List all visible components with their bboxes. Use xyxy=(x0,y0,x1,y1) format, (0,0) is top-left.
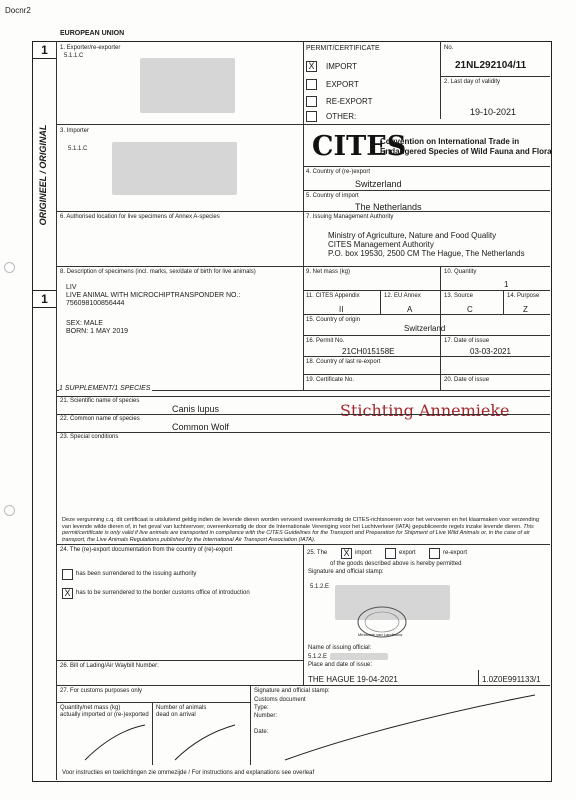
disclaimer-nl: Deze vergunning c.q. dit certificaat is uitsluitend geldig indien de levende dieren worden vervoerd overeenkomstig de CITES-richtsnoeren voor het vervoeren en het klaarmaken voor verzending van levende wilde dieren of, in het geval van luchtvervoer, overeenkomstig de door de Internationale Vereniging voor het Luchtverkeer (IATA) gepubliceerde regels inzake levende dieren. xyxy=(62,517,539,530)
place-date-label: Place and date of issue: xyxy=(308,662,373,668)
exporter-label: 1. Exporter/re-exporter xyxy=(60,45,121,51)
box25-import-checkbox[interactable]: X xyxy=(341,548,352,559)
box25-permitted-text: of the goods described above is hereby permitted xyxy=(330,561,462,567)
origin-country-label: 15. Country of origin xyxy=(306,317,361,323)
issuing-official-label: Name of issuing official: xyxy=(308,645,372,651)
microchip-number: 756098100856444 xyxy=(66,300,125,307)
instructions-footer: Voor instructies en toelichtingen zie ommezijde / For instructions and explanations see overleaf xyxy=(62,770,315,776)
stamp-text: Ministerie van Landbouw xyxy=(358,632,403,637)
source-label: 13. Source xyxy=(444,293,474,299)
union-heading: EUROPEAN UNION xyxy=(60,30,125,37)
date-issue-label: 17. Date of issue xyxy=(444,338,490,344)
box25-export-checkbox[interactable] xyxy=(385,548,396,559)
cites-appendix-value: II xyxy=(339,305,344,314)
disclaimer-en: This permit/certificate is only valid if live animals are transported in compliance with the CITES Guidelines for the Transport and Preparation for Shipment of Live Wild Animals or, in the case of air transport, the Live Animals Regulations published by the International Air Transport Association (IATA). xyxy=(62,523,534,543)
surrendered-issuing-label: has been surrendered to the issuing authority xyxy=(76,571,197,577)
box25-export-label: export xyxy=(399,550,416,556)
last-reexport-label: 18. Country of last re-export xyxy=(306,359,381,365)
date-issue-value: 03-03-2021 xyxy=(470,347,511,356)
authority-line2: CITES Management Authority xyxy=(328,240,434,249)
special-conditions-label: 23. Special conditions xyxy=(60,434,119,440)
common-name-value: Common Wolf xyxy=(172,422,229,432)
authorised-location-label: 6. Authorised location for live specimens of Annex A-species xyxy=(60,214,220,220)
export-checkbox[interactable] xyxy=(306,79,317,90)
box25-label: 25. The xyxy=(307,550,328,556)
reference-number: 1.0Z0E991133/1 xyxy=(482,675,541,684)
strike-line xyxy=(170,720,240,765)
purpose-label: 14. Purpose xyxy=(507,293,540,299)
description-text xyxy=(66,284,240,336)
document-number-label: Docnr2 xyxy=(5,6,31,15)
customs-type-label: Type: xyxy=(254,705,269,711)
scientific-name-value: Canis lupus xyxy=(172,404,220,414)
quantity-label: 10. Quantity xyxy=(444,269,477,275)
quantity-imported-line2: actually imported or (re-)exported xyxy=(60,712,149,718)
permit-label: PERMIT/CERTIFICATE xyxy=(306,45,380,52)
transport-disclaimer xyxy=(62,517,546,543)
description-line1: LIV xyxy=(66,284,77,291)
eu-annex-label: 12. EU Annex xyxy=(384,293,421,299)
permit-number: 21NL292104/11 xyxy=(455,60,527,71)
box25-reexport-label: re-export xyxy=(443,550,468,556)
importer-code: 5.1.1.C xyxy=(68,146,88,152)
redacted-importer xyxy=(112,142,237,195)
cites-title xyxy=(380,137,552,157)
cites-title-line2: Endangered Species of Wild Fauna and Flora xyxy=(380,147,552,156)
copy-number: 1 xyxy=(33,42,56,59)
box25-import-label: import xyxy=(355,550,372,556)
surrender-border-checkbox[interactable]: X xyxy=(62,588,73,599)
importer-label: 3. Importer xyxy=(60,128,90,134)
surrender-border-label: has to be surrendered to the border customs office of introduction xyxy=(76,590,250,596)
copy-number-lower: 1 xyxy=(33,290,56,308)
last-day-label: 2. Last day of validity xyxy=(444,79,501,85)
common-name-label: 22. Common name of species xyxy=(60,416,140,422)
description-label: 8. Description of specimens (incl. marks, sex/date of birth for live animals) xyxy=(60,269,256,275)
cites-logo xyxy=(310,129,407,163)
purpose-value: Z xyxy=(523,305,528,314)
box25-signature-label: Signature and official stamp: xyxy=(308,569,384,575)
dead-on-arrival-label xyxy=(156,705,206,719)
customs-signature-label: Signature and official stamp: xyxy=(254,688,330,694)
import-country-value: The Netherlands xyxy=(355,202,422,212)
punch-hole xyxy=(4,505,15,516)
net-mass-label: 9. Net mass (kg) xyxy=(306,269,351,275)
last-day-value: 19-10-2021 xyxy=(470,107,517,117)
place-date-value: THE HAGUE 19-04-2021 xyxy=(308,675,398,684)
exporter-code: 5.1.1.C xyxy=(64,53,84,59)
customs-document-label: Customs document xyxy=(254,697,306,703)
bill-of-lading-label: 26. Bill of Lading/Air Waybill Number: xyxy=(60,663,159,669)
supplement-label: 1 SUPPLEMENT/1 SPECIES xyxy=(59,385,151,392)
certificate-no-label: 19. Certificate No. xyxy=(306,377,355,383)
birth-date-value: BORN: 1 MAY 2019 xyxy=(66,328,128,335)
cites-appendix-label: 11. CITES Appendix xyxy=(306,293,360,299)
other-checkbox[interactable] xyxy=(306,111,317,122)
scientific-name-label: 21. Scientific name of species xyxy=(60,398,140,404)
sex-value: SEX: MALE xyxy=(66,320,103,327)
dead-on-arrival-line1: Number of animals xyxy=(156,705,207,711)
origin-country-value: Switzerland xyxy=(404,324,446,333)
customs-number-label: Number: xyxy=(254,713,278,719)
watermark-text: Stichting Annemieke xyxy=(340,401,510,420)
authority-line3: P.O. box 19530, 2500 CM The Hague, The Netherlands xyxy=(328,249,525,258)
box25-reexport-checkbox[interactable] xyxy=(429,548,440,559)
punch-hole xyxy=(4,262,15,273)
export-country-value: Switzerland xyxy=(355,179,402,189)
quantity-imported-label xyxy=(60,705,149,719)
permit-no-label: 16. Permit No. xyxy=(306,338,345,344)
permit-no-value: 21CH015158E xyxy=(342,347,395,356)
issuing-official-code: 5.1.2.E xyxy=(308,654,328,660)
quantity-value: 1 xyxy=(504,280,509,289)
description-line2: LIVE ANIMAL WITH MICROCHIPTRANSPONDER NO.: xyxy=(66,292,241,299)
strike-line xyxy=(80,720,150,765)
export-option-label: EXPORT xyxy=(326,80,359,89)
reexport-option-label: RE-EXPORT xyxy=(326,97,373,106)
customs-date-label: Date: xyxy=(254,729,269,735)
issuing-authority-address xyxy=(328,231,525,258)
dead-on-arrival-line2: dead on arrival xyxy=(156,712,196,718)
original-side-label: ORIGINEEL / ORIGINAL xyxy=(38,124,48,226)
import-checkbox[interactable]: X xyxy=(306,61,317,72)
surrendered-issuing-checkbox[interactable] xyxy=(62,569,73,580)
other-option-label: OTHER: xyxy=(326,112,357,121)
reexport-checkbox[interactable] xyxy=(306,96,317,107)
eu-annex-value: A xyxy=(407,305,413,314)
export-country-label: 4. Country of (re-)export xyxy=(306,169,371,175)
reexport-doc-label: 24. The (re)-export documentation from the country of (re)-export xyxy=(60,547,233,553)
customs-purposes-label: 27. For customs purposes only xyxy=(60,688,143,694)
quantity-imported-line1: Quantity/net mass (kg) xyxy=(60,705,121,711)
strike-line xyxy=(280,690,540,765)
import-option-label: IMPORT xyxy=(326,62,357,71)
date-issue-2-label: 20. Date of issue xyxy=(444,377,490,383)
redacted-official-name xyxy=(330,653,388,660)
no-label: No. xyxy=(444,45,454,51)
authority-line1: Ministry of Agriculture, Nature and Food Quality xyxy=(328,231,497,240)
cites-title-line1: Convention on International Trade in xyxy=(380,137,520,146)
box25-code: 5.1.2.E xyxy=(310,584,330,590)
issuing-authority-label: 7. Issuing Management Authority xyxy=(306,214,394,220)
svg-text:CITES: CITES xyxy=(312,131,407,162)
import-country-label: 5. Country of import xyxy=(306,193,359,199)
source-value: C xyxy=(467,305,473,314)
redacted-exporter xyxy=(140,58,235,113)
